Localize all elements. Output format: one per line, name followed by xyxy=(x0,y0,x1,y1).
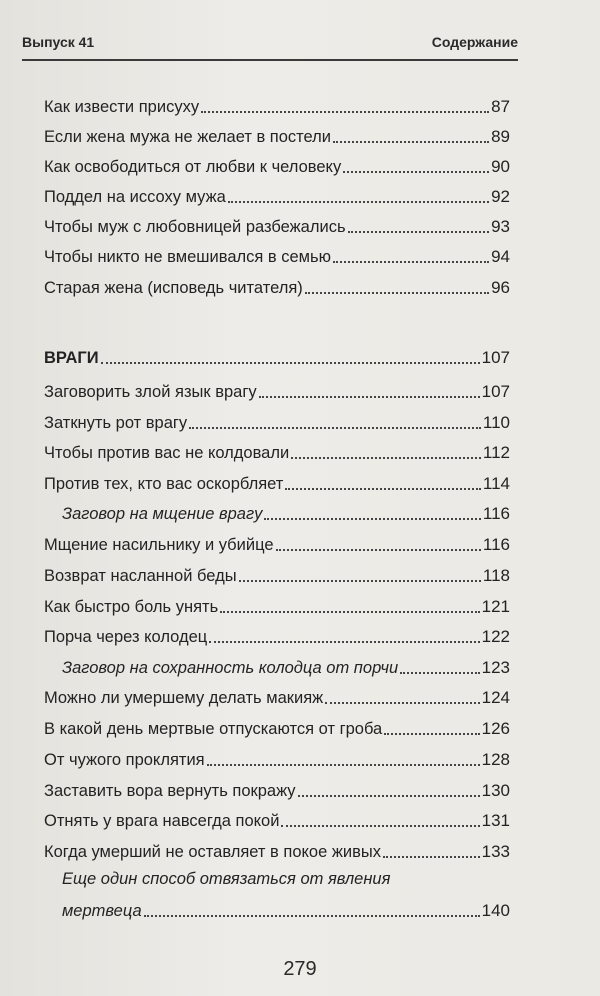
leader-dots xyxy=(325,702,479,704)
toc-entry-title: Как быстро боль унять xyxy=(44,598,219,616)
toc-entry xyxy=(44,438,510,464)
toc-entry-page: 90 xyxy=(491,157,510,176)
toc-entry-page: 116 xyxy=(482,535,510,554)
toc-entry-page: 92 xyxy=(491,187,510,206)
toc-entry-page: 96 xyxy=(491,278,510,297)
toc-entry-title: Заговор на мщение врагу xyxy=(62,505,263,523)
toc-entry-page: 118 xyxy=(482,566,510,585)
toc-entry-title: Заговор на сохранность колодца от порчи xyxy=(62,659,399,677)
leader-dots xyxy=(276,549,481,551)
toc-entry-title: Если жена мужа не желает в постели xyxy=(44,128,332,146)
toc-entry-page: 128 xyxy=(481,750,510,769)
toc-entry-page: 121 xyxy=(481,597,510,616)
toc-subentry-line1: Еще один способ отвязаться от явления xyxy=(62,870,391,888)
toc-section-heading xyxy=(44,343,510,369)
toc-entry-title: Мщение насильнику и убийце xyxy=(44,536,274,554)
toc-entry-title: Можно ли умершему делать макияж xyxy=(44,689,324,707)
leader-dots xyxy=(400,672,479,674)
toc-entry xyxy=(44,806,510,832)
leader-dots xyxy=(144,915,480,917)
toc-entry-title: В какой день мертвые отпускаются от гроба xyxy=(44,720,383,738)
leader-dots xyxy=(189,427,481,429)
issue-label: Выпуск 41 xyxy=(22,34,95,50)
toc-entry-title: От чужого проклятия xyxy=(44,751,205,769)
toc-entry-page: 94 xyxy=(491,247,510,266)
toc-entry-title: Заткнуть рот врагу xyxy=(44,414,188,432)
toc-entry-title: Чтобы против вас не колдовали xyxy=(44,444,290,462)
leader-dots xyxy=(343,171,489,173)
leader-dots xyxy=(333,261,489,263)
toc-entry-page: 130 xyxy=(481,781,510,800)
toc-entry xyxy=(44,622,510,648)
toc-entry-page: 87 xyxy=(491,97,510,116)
leader-dots xyxy=(207,764,480,766)
toc-entry xyxy=(44,592,510,618)
toc-entry-page: 114 xyxy=(482,474,510,493)
toc-entry xyxy=(44,530,510,556)
toc-entry-page: 107 xyxy=(481,382,510,401)
toc-entry xyxy=(44,683,510,709)
toc-entry-title: Как извести присуху xyxy=(44,98,200,116)
toc-entry xyxy=(44,182,510,208)
toc-entry xyxy=(44,92,510,118)
leader-dots xyxy=(209,641,479,643)
leader-dots xyxy=(333,141,489,143)
toc-entry-title: Против тех, кто вас оскорбляет xyxy=(44,475,284,493)
toc-entry-title: Когда умерший не оставляет в покое живых xyxy=(44,843,381,861)
toc-entry-page: 124 xyxy=(481,688,510,707)
leader-dots xyxy=(264,518,481,520)
section-heading-page: 107 xyxy=(481,348,510,367)
toc-entry-title: Порча через колодец xyxy=(44,628,208,646)
toc-entry xyxy=(44,561,510,587)
toc-entry xyxy=(44,714,510,740)
toc-entry-page: 110 xyxy=(482,413,510,432)
leader-dots xyxy=(298,795,480,797)
toc-entry-title: Возврат насланной беды xyxy=(44,567,237,585)
toc-entry xyxy=(44,152,510,178)
leader-dots xyxy=(101,362,480,364)
toc-entry-page: 122 xyxy=(481,627,510,646)
toc-entry-page: 89 xyxy=(491,127,510,146)
toc-entry-page: 140 xyxy=(481,901,510,920)
leader-dots xyxy=(384,733,479,735)
leader-dots xyxy=(291,457,481,459)
toc-entry-page: 126 xyxy=(481,719,510,738)
toc-entry-title: Чтобы муж с любовницей разбежались xyxy=(44,218,346,236)
toc-entry-page: 112 xyxy=(482,443,510,462)
header-rule xyxy=(22,59,518,61)
toc-subentry xyxy=(44,896,510,922)
toc-entry-page: 133 xyxy=(481,842,510,861)
toc-entry xyxy=(44,212,510,238)
leader-dots xyxy=(239,580,481,582)
toc-entry xyxy=(44,273,510,299)
section-heading-title: ВРАГИ xyxy=(44,349,99,367)
toc-entry xyxy=(44,745,510,771)
leader-dots xyxy=(281,825,479,827)
section-label: Содержание xyxy=(431,34,518,50)
leader-dots xyxy=(220,611,479,613)
toc-subentry xyxy=(44,499,510,525)
toc-subentry xyxy=(44,653,510,679)
running-header xyxy=(22,34,518,54)
leader-dots xyxy=(305,292,489,294)
toc-entry xyxy=(44,377,510,403)
leader-dots xyxy=(383,856,480,858)
leader-dots xyxy=(285,488,481,490)
page-number: 279 xyxy=(283,958,317,980)
toc-entry-page: 131 xyxy=(481,811,510,830)
toc-entry-title: Чтобы никто не вмешивался в семью xyxy=(44,248,331,266)
toc-entry-title: Как освободиться от любви к человеку xyxy=(44,158,342,176)
toc-entry-title: Заговорить злой язык врагу xyxy=(44,383,257,401)
leader-dots xyxy=(259,396,480,398)
toc-entry-title: мертвеца xyxy=(62,902,142,920)
toc-entry-title: Заставить вора вернуть покражу xyxy=(44,782,296,800)
toc-entry xyxy=(44,122,510,148)
toc-entry-page: 123 xyxy=(481,658,510,677)
toc-entry-page: 93 xyxy=(491,217,510,236)
toc-entry xyxy=(44,242,510,268)
toc-entry xyxy=(44,776,510,802)
toc-entry-title: Старая жена (исповедь читателя) xyxy=(44,279,303,297)
toc-entry xyxy=(44,837,510,863)
leader-dots xyxy=(228,201,489,203)
leader-dots xyxy=(348,231,490,233)
toc-entry-title: Отнять у врага навсегда покой xyxy=(44,812,280,830)
toc-entry xyxy=(44,469,510,495)
toc-entry-title: Поддел на иссоху мужа xyxy=(44,188,226,206)
toc-entry-page: 116 xyxy=(482,504,510,523)
toc-entry xyxy=(44,408,510,434)
leader-dots xyxy=(201,111,489,113)
